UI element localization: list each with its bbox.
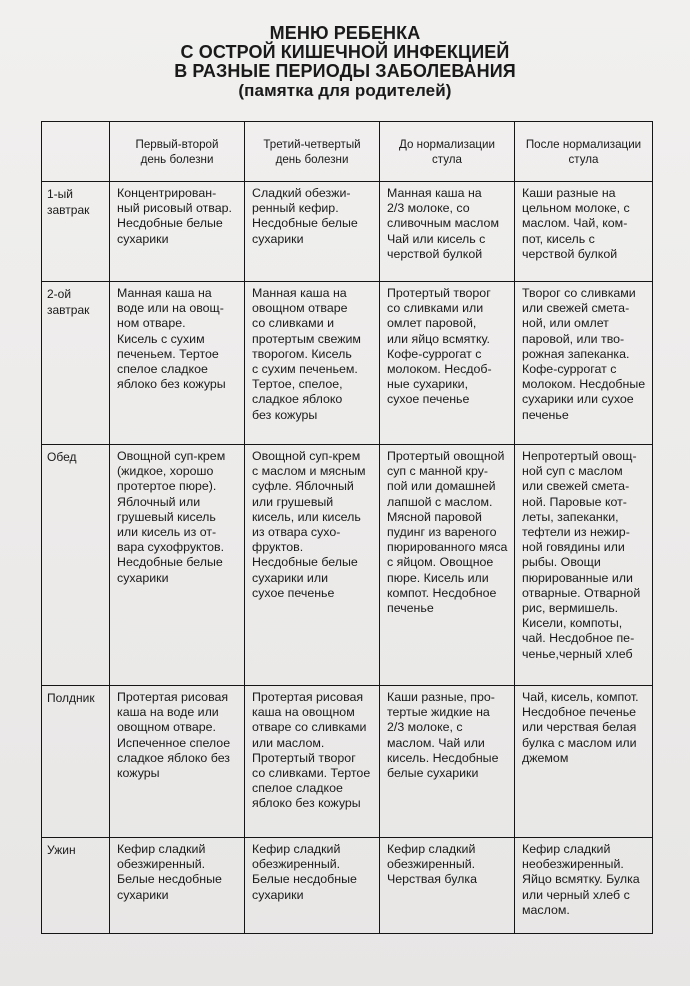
table-cell: Манная каша на воде или на овощ- ном отваре. Кисель с сухим печеньем. Тертое спелое сладкое яблоко без кожуры <box>110 282 245 445</box>
table-cell: Овощной суп-крем (жидкое, хорошо протертое пюре). Яблочный или грушевый кисель или кисель из от- вара сухофруктов. Несдобные белые сухарики <box>110 445 245 686</box>
meal-label: 1-ый завтрак <box>42 182 110 282</box>
table-cell: Непротертый овощ- ной суп с маслом или свежей смета- ной. Паровые кот- леты, запеканки, тефтели из нежир- ной говядины или рыбы. Овощи пюрированные или отварные. Отварной рис, вермишель. Кисели, компоты, чай. Несдобное пе- ченье,черный хлеб <box>515 445 653 686</box>
table-cell: Кефир сладкий обезжиренный. Черствая булка <box>380 838 515 934</box>
document-subtitle: (памятка для родителей) <box>238 81 452 100</box>
meal-label: Ужин <box>42 838 110 934</box>
meal-label: Обед <box>42 445 110 686</box>
menu-table <box>41 121 653 934</box>
table-cell: Кефир сладкий обезжиренный. Белые несдобные сухарики <box>110 838 245 934</box>
table-cell: Чай, кисель, компот. Несдобное печенье или черствая белая булка с маслом или джемом <box>515 686 653 838</box>
table-row <box>42 282 653 445</box>
table-cell: Кефир сладкий обезжиренный. Белые несдобные сухарики <box>245 838 380 934</box>
document-title <box>0 24 690 100</box>
table-cell: Протертая рисовая каша на овощном отваре со сливками или маслом. Протертый творог со сливками. Тертое спелое сладкое яблоко без кожуры <box>245 686 380 838</box>
table-cell: Манная каша на 2/3 молоке, со сливочным маслом Чай или кисель с черствой булкой <box>380 182 515 282</box>
header-cell-days-3-4: Третий-четвертый день болезни <box>245 122 380 182</box>
table-row <box>42 445 653 686</box>
table-row <box>42 686 653 838</box>
table-cell: Манная каша на овощном отваре со сливками и протертым свежим творогом. Кисель с сухим печеньем. Тертое, спелое, сладкое яблоко без кожуры <box>245 282 380 445</box>
title-line-1: МЕНЮ РЕБЕНКА <box>269 23 421 43</box>
table-cell: Протертый творог со сливками или омлет паровой, или яйцо всмятку. Кофе-суррогат с молоком. Несдоб- ные сухарики, сухое печенье <box>380 282 515 445</box>
header-cell-days-1-2: Первый-второй день болезни <box>110 122 245 182</box>
table-cell: Каши разные, про- тертые жидкие на 2/3 молоке, с маслом. Чай или кисель. Несдобные белые сухарики <box>380 686 515 838</box>
header-cell-empty <box>42 122 110 182</box>
table-cell: Протертый овощной суп с манной кру- пой или домашней лапшой с маслом. Мясной паровой пудинг из вареного пюрированного мяса с яйцом. Овощное пюре. Кисель или компот. Несдобное печенье <box>380 445 515 686</box>
table-cell: Каши разные на цельном молоке, с маслом. Чай, ком- пот, кисель с черствой булкой <box>515 182 653 282</box>
title-line-3: В РАЗНЫЕ ПЕРИОДЫ ЗАБОЛЕВАНИЯ <box>174 61 516 81</box>
header-cell-before-normalization: До нормализации стула <box>380 122 515 182</box>
table-cell: Овощной суп-крем с маслом и мясным суфле. Яблочный или грушевый кисель, или кисель из отвара сухо- фруктов. Несдобные белые сухарики или сухое печенье <box>245 445 380 686</box>
table-cell: Концентрирован- ный рисовый отвар. Несдобные белые сухарики <box>110 182 245 282</box>
table-cell: Протертая рисовая каша на воде или овощном отваре. Испеченное спелое сладкое яблоко без кожуры <box>110 686 245 838</box>
meal-label: 2-ой завтрак <box>42 282 110 445</box>
meal-label: Полдник <box>42 686 110 838</box>
table-cell: Кефир сладкий необезжиренный. Яйцо всмятку. Булка или черный хлеб с маслом. <box>515 838 653 934</box>
table-row <box>42 838 653 934</box>
table-header-row <box>42 122 653 182</box>
table-row <box>42 182 653 282</box>
title-line-2: С ОСТРОЙ КИШЕЧНОЙ ИНФЕКЦИЕЙ <box>180 42 510 62</box>
table-cell: Творог со сливками или свежей смета- ной, или омлет паровой, или тво- рожная запеканка. Кофе-суррогат с молоком. Несдобные сухарики или сухое печенье <box>515 282 653 445</box>
header-cell-after-normalization: После нормализации стула <box>515 122 653 182</box>
table-cell: Сладкий обезжи- ренный кефир. Несдобные белые сухарики <box>245 182 380 282</box>
